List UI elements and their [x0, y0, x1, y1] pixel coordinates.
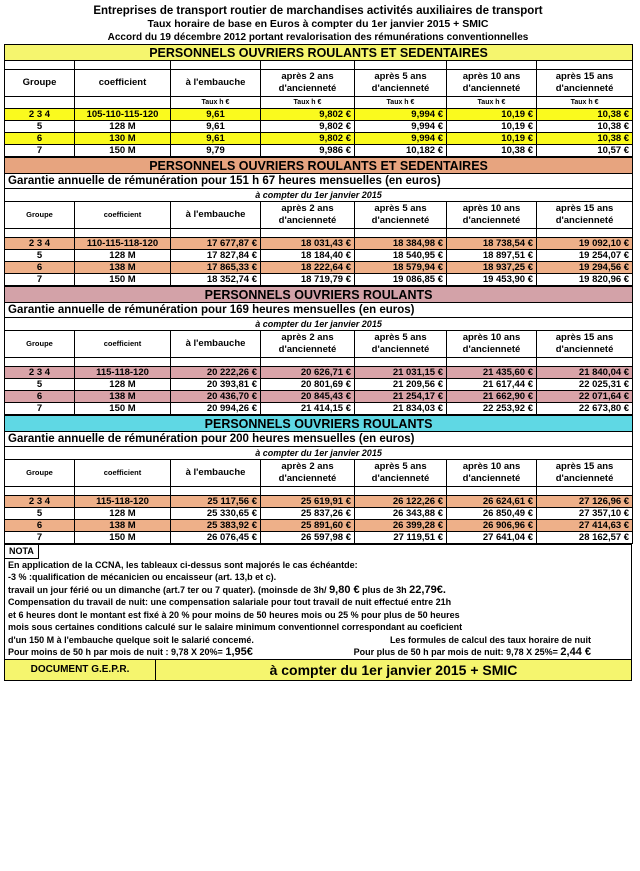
- column-header-row: [5, 70, 633, 97]
- table-cell: 6: [5, 520, 75, 532]
- table-cell: 9,802 €: [261, 121, 355, 133]
- table-cell: 9,994 €: [355, 121, 447, 133]
- table-cell: 5: [5, 121, 75, 133]
- table-cell: 7: [5, 532, 75, 544]
- table-cell: 10,38 €: [537, 121, 633, 133]
- unit-row: Taux h € Taux h € Taux h € Taux h € Taux h €: [5, 97, 633, 109]
- table-cell: 19 092,10 €: [537, 238, 633, 250]
- col-5ans: après 5 ans d'ancienneté: [355, 70, 447, 97]
- table-cell: 22 071,64 €: [537, 391, 633, 403]
- table-cell: 9,802 €: [261, 133, 355, 145]
- table-cell: 18 384,98 €: [355, 238, 447, 250]
- nota-label: NOTA: [4, 544, 39, 559]
- table-row: [5, 379, 633, 391]
- nota-line: travail un jour férié ou un dimanche (art.7 ter ou 7 quater). (moinsde de 3h/ 9,80 € plus de 3h 22,79€.: [8, 583, 446, 596]
- nota-line: -3 % :qualification de mécanicien ou encaisseur (art. 13,b et c).: [8, 572, 277, 582]
- nota-line: Pour moins de 50 h par mois de nuit : 9,78 X 20%= 1,95€ Pour plus de 50 h par mois de nuit: 9,78 X 25%= 2,44 €: [8, 646, 591, 658]
- table-row: [5, 250, 633, 262]
- table-row: [5, 133, 633, 145]
- table-date: à compter du 1er janvier 2015: [5, 189, 633, 202]
- table-cell: 25 117,56 €: [171, 496, 261, 508]
- document-subtitle: Taux horaire de base en Euros à compter du 1er janvier 2015 + SMIC: [147, 18, 489, 30]
- table-cell: 18 937,25 €: [447, 262, 537, 274]
- table-cell: 138 M: [75, 391, 171, 403]
- accord-line: Accord du 19 décembre 2012 portant revalorisation des rémunérations conventionnelles: [107, 32, 529, 43]
- table-cell: 18 579,94 €: [355, 262, 447, 274]
- band-title: PERSONNELS OUVRIERS ROULANTS ET SEDENTAIRES: [5, 158, 633, 174]
- table-cell: 10,182 €: [355, 145, 447, 157]
- table-cell: 10,19 €: [447, 133, 537, 145]
- table-200h: [4, 415, 633, 544]
- col-10ans: après 10 ans d'ancienneté: [447, 70, 537, 97]
- table-row: [5, 508, 633, 520]
- table-row: [5, 532, 633, 544]
- table-cell: 9,79: [171, 145, 261, 157]
- table-cell: 18 540,95 €: [355, 250, 447, 262]
- table-cell: 138 M: [75, 262, 171, 274]
- table-cell: 20 845,43 €: [261, 391, 355, 403]
- column-header-row: Groupe coefficient à l'embauche après 2 ans d'ancienneté après 5 ans d'ancienneté après 10 ans d'ancienneté après 15 ans d'ancienneté: [5, 331, 633, 358]
- table-cell: 128 M: [75, 250, 171, 262]
- table-cell: 10,38 €: [537, 133, 633, 145]
- table-cell: 26 597,98 €: [261, 532, 355, 544]
- table-date: à compter du 1er janvier 2015: [5, 447, 633, 460]
- table-row: [5, 121, 633, 133]
- col-15ans: après 15 ans d'ancienneté: [537, 70, 633, 97]
- table-cell: 128 M: [75, 508, 171, 520]
- table-cell: 10,19 €: [447, 109, 537, 121]
- table-cell: 150 M: [75, 274, 171, 286]
- table-cell: 21 435,60 €: [447, 367, 537, 379]
- table-cell: 20 801,69 €: [261, 379, 355, 391]
- table-cell: 21 617,44 €: [447, 379, 537, 391]
- band-title: PERSONNELS OUVRIERS ROULANTS: [5, 287, 633, 303]
- table-cell: 20 436,70 €: [171, 391, 261, 403]
- table-cell: 26 850,49 €: [447, 508, 537, 520]
- table-cell: 150 M: [75, 403, 171, 415]
- footer: [4, 660, 632, 681]
- table-cell: 18 184,40 €: [261, 250, 355, 262]
- table-row: [5, 520, 633, 532]
- table-cell: 21 840,04 €: [537, 367, 633, 379]
- nota-section: [4, 544, 632, 660]
- table-cell: 7: [5, 145, 75, 157]
- nota-line: et 6 heures dont le montant est fixé à 20 % pour moins de 50 heures mois ou 25 % pour plus de 50 heures: [8, 609, 460, 620]
- table-cell: 138 M: [75, 520, 171, 532]
- column-header-row: Groupe coefficient à l'embauche après 2 ans d'ancienneté après 5 ans d'ancienneté après 10 ans d'ancienneté après 15 ans d'ancienneté: [5, 460, 633, 487]
- table-cell: 21 662,90 €: [447, 391, 537, 403]
- table-cell: 115-118-120: [75, 367, 171, 379]
- table-cell: 18 738,54 €: [447, 238, 537, 250]
- table-cell: 6: [5, 262, 75, 274]
- table-cell: 18 222,64 €: [261, 262, 355, 274]
- table-cell: 25 837,26 €: [261, 508, 355, 520]
- nota-line: mois sous certaines conditions calculé sur le salaire minimum conventionnel correspondant au coeficient: [8, 622, 463, 632]
- table-hourly-rates: [4, 44, 633, 157]
- table-cell: 26 624,61 €: [447, 496, 537, 508]
- table-cell: 25 330,65 €: [171, 508, 261, 520]
- table-cell: 10,19 €: [447, 121, 537, 133]
- table-151h: [4, 157, 633, 286]
- table-cell: 9,994 €: [355, 133, 447, 145]
- table-cell: 27 119,51 €: [355, 532, 447, 544]
- table-row: [5, 367, 633, 379]
- table-cell: 17 677,87 €: [171, 238, 261, 250]
- table-row: [5, 274, 633, 286]
- table-cell: 5: [5, 508, 75, 520]
- table-169h: [4, 286, 633, 415]
- nota-line: d'un 150 M à l'embauche quelque soit le salarié concemé. Les formules de calcul des taux horaire de nuit: [8, 634, 591, 645]
- table-cell: 6: [5, 391, 75, 403]
- table-cell: 19 254,07 €: [537, 250, 633, 262]
- table-title: Garantie annuelle de rémunération pour 151 h 67 heures mensuelles (en euros): [5, 174, 633, 189]
- table-cell: 10,57 €: [537, 145, 633, 157]
- table-cell: 110-115-118-120: [75, 238, 171, 250]
- table-cell: 22 673,80 €: [537, 403, 633, 415]
- table-date: à compter du 1er janvier 2015: [5, 318, 633, 331]
- table-cell: 27 126,96 €: [537, 496, 633, 508]
- table-cell: 9,61: [171, 109, 261, 121]
- table-cell: 6: [5, 133, 75, 145]
- table-cell: 22 253,92 €: [447, 403, 537, 415]
- table-cell: 21 834,03 €: [355, 403, 447, 415]
- table-row: [5, 109, 633, 121]
- table-cell: 17 827,84 €: [171, 250, 261, 262]
- table-row: [5, 496, 633, 508]
- table-cell: 25 383,92 €: [171, 520, 261, 532]
- table-cell: 18 352,74 €: [171, 274, 261, 286]
- table-cell: 5: [5, 250, 75, 262]
- table-cell: 115-118-120: [75, 496, 171, 508]
- table-cell: 150 M: [75, 145, 171, 157]
- table-cell: 20 626,71 €: [261, 367, 355, 379]
- table-cell: 7: [5, 403, 75, 415]
- table-row: [5, 145, 633, 157]
- table-cell: 27 414,63 €: [537, 520, 633, 532]
- footer-document-label: DOCUMENT G.E.P.R.: [5, 660, 156, 680]
- table-row: [5, 403, 633, 415]
- table-cell: 105-110-115-120: [75, 109, 171, 121]
- table-cell: 9,61: [171, 133, 261, 145]
- table-cell: 17 865,33 €: [171, 262, 261, 274]
- footer-date: à compter du 1er janvier 2015 + SMIC: [156, 660, 631, 680]
- table-cell: 21 031,15 €: [355, 367, 447, 379]
- col-2ans: après 2 ans d'ancienneté: [261, 70, 355, 97]
- table-cell: 21 254,17 €: [355, 391, 447, 403]
- table-cell: 20 994,26 €: [171, 403, 261, 415]
- table-cell: 2 3 4: [5, 238, 75, 250]
- table-cell: 21 414,15 €: [261, 403, 355, 415]
- table-row: [5, 391, 633, 403]
- table-cell: 9,986 €: [261, 145, 355, 157]
- table-cell: 18 031,43 €: [261, 238, 355, 250]
- band-title: PERSONNELS OUVRIERS ROULANTS: [5, 416, 633, 432]
- table-cell: 25 619,91 €: [261, 496, 355, 508]
- table-cell: 2 3 4: [5, 109, 75, 121]
- col-groupe: Groupe: [5, 70, 75, 97]
- table-cell: 26 906,96 €: [447, 520, 537, 532]
- table-cell: 2 3 4: [5, 367, 75, 379]
- table-cell: 27 357,10 €: [537, 508, 633, 520]
- table-cell: 21 209,56 €: [355, 379, 447, 391]
- table-cell: 28 162,57 €: [537, 532, 633, 544]
- table-cell: 25 891,60 €: [261, 520, 355, 532]
- table-cell: 9,802 €: [261, 109, 355, 121]
- table-cell: 18 897,51 €: [447, 250, 537, 262]
- table-cell: 22 025,31 €: [537, 379, 633, 391]
- table-title: Garantie annuelle de rémunération pour 200 heures mensuelles (en euros): [5, 432, 633, 447]
- table-cell: 19 453,90 €: [447, 274, 537, 286]
- table-cell: 26 122,26 €: [355, 496, 447, 508]
- table-cell: 18 719,79 €: [261, 274, 355, 286]
- table-row: [5, 238, 633, 250]
- table-cell: 10,38 €: [537, 109, 633, 121]
- col-coefficient: coefficient: [75, 70, 171, 97]
- table-cell: 150 M: [75, 532, 171, 544]
- table-cell: 7: [5, 274, 75, 286]
- table-cell: 19 294,56 €: [537, 262, 633, 274]
- table-cell: 26 076,45 €: [171, 532, 261, 544]
- document-title: Entreprises de transport routier de marchandises activités auxiliaires de transport: [93, 5, 543, 17]
- table-cell: 27 641,04 €: [447, 532, 537, 544]
- table-cell: 20 393,81 €: [171, 379, 261, 391]
- table-cell: 9,61: [171, 121, 261, 133]
- nota-line: Compensation du travail de nuit: une compensation salariale pour tout travail de nuit effectué entre 21h: [8, 597, 452, 607]
- table-cell: 19 820,96 €: [537, 274, 633, 286]
- column-header-row: Groupe coefficient à l'embauche après 2 ans d'ancienneté après 5 ans d'ancienneté après 10 ans d'ancienneté après 15 ans d'ancienneté: [5, 202, 633, 229]
- table-cell: 2 3 4: [5, 496, 75, 508]
- table-cell: 19 086,85 €: [355, 274, 447, 286]
- col-embauche: à l'embauche: [171, 70, 261, 97]
- table-cell: 26 399,28 €: [355, 520, 447, 532]
- band-title: PERSONNELS OUVRIERS ROULANTS ET SEDENTAIRES: [5, 45, 633, 61]
- table-title: Garantie annuelle de rémunération pour 169 heures mensuelles (en euros): [5, 303, 633, 318]
- table-cell: 5: [5, 379, 75, 391]
- table-cell: 10,38 €: [447, 145, 537, 157]
- table-cell: 128 M: [75, 379, 171, 391]
- table-cell: 130 M: [75, 133, 171, 145]
- document: [4, 5, 632, 681]
- nota-line: En application de la CCNA, les tableaux ci-dessus sont majorés le cas échéantde:: [8, 559, 358, 570]
- table-cell: 20 222,26 €: [171, 367, 261, 379]
- table-cell: 26 343,88 €: [355, 508, 447, 520]
- table-cell: 128 M: [75, 121, 171, 133]
- table-cell: 9,994 €: [355, 109, 447, 121]
- table-row: [5, 262, 633, 274]
